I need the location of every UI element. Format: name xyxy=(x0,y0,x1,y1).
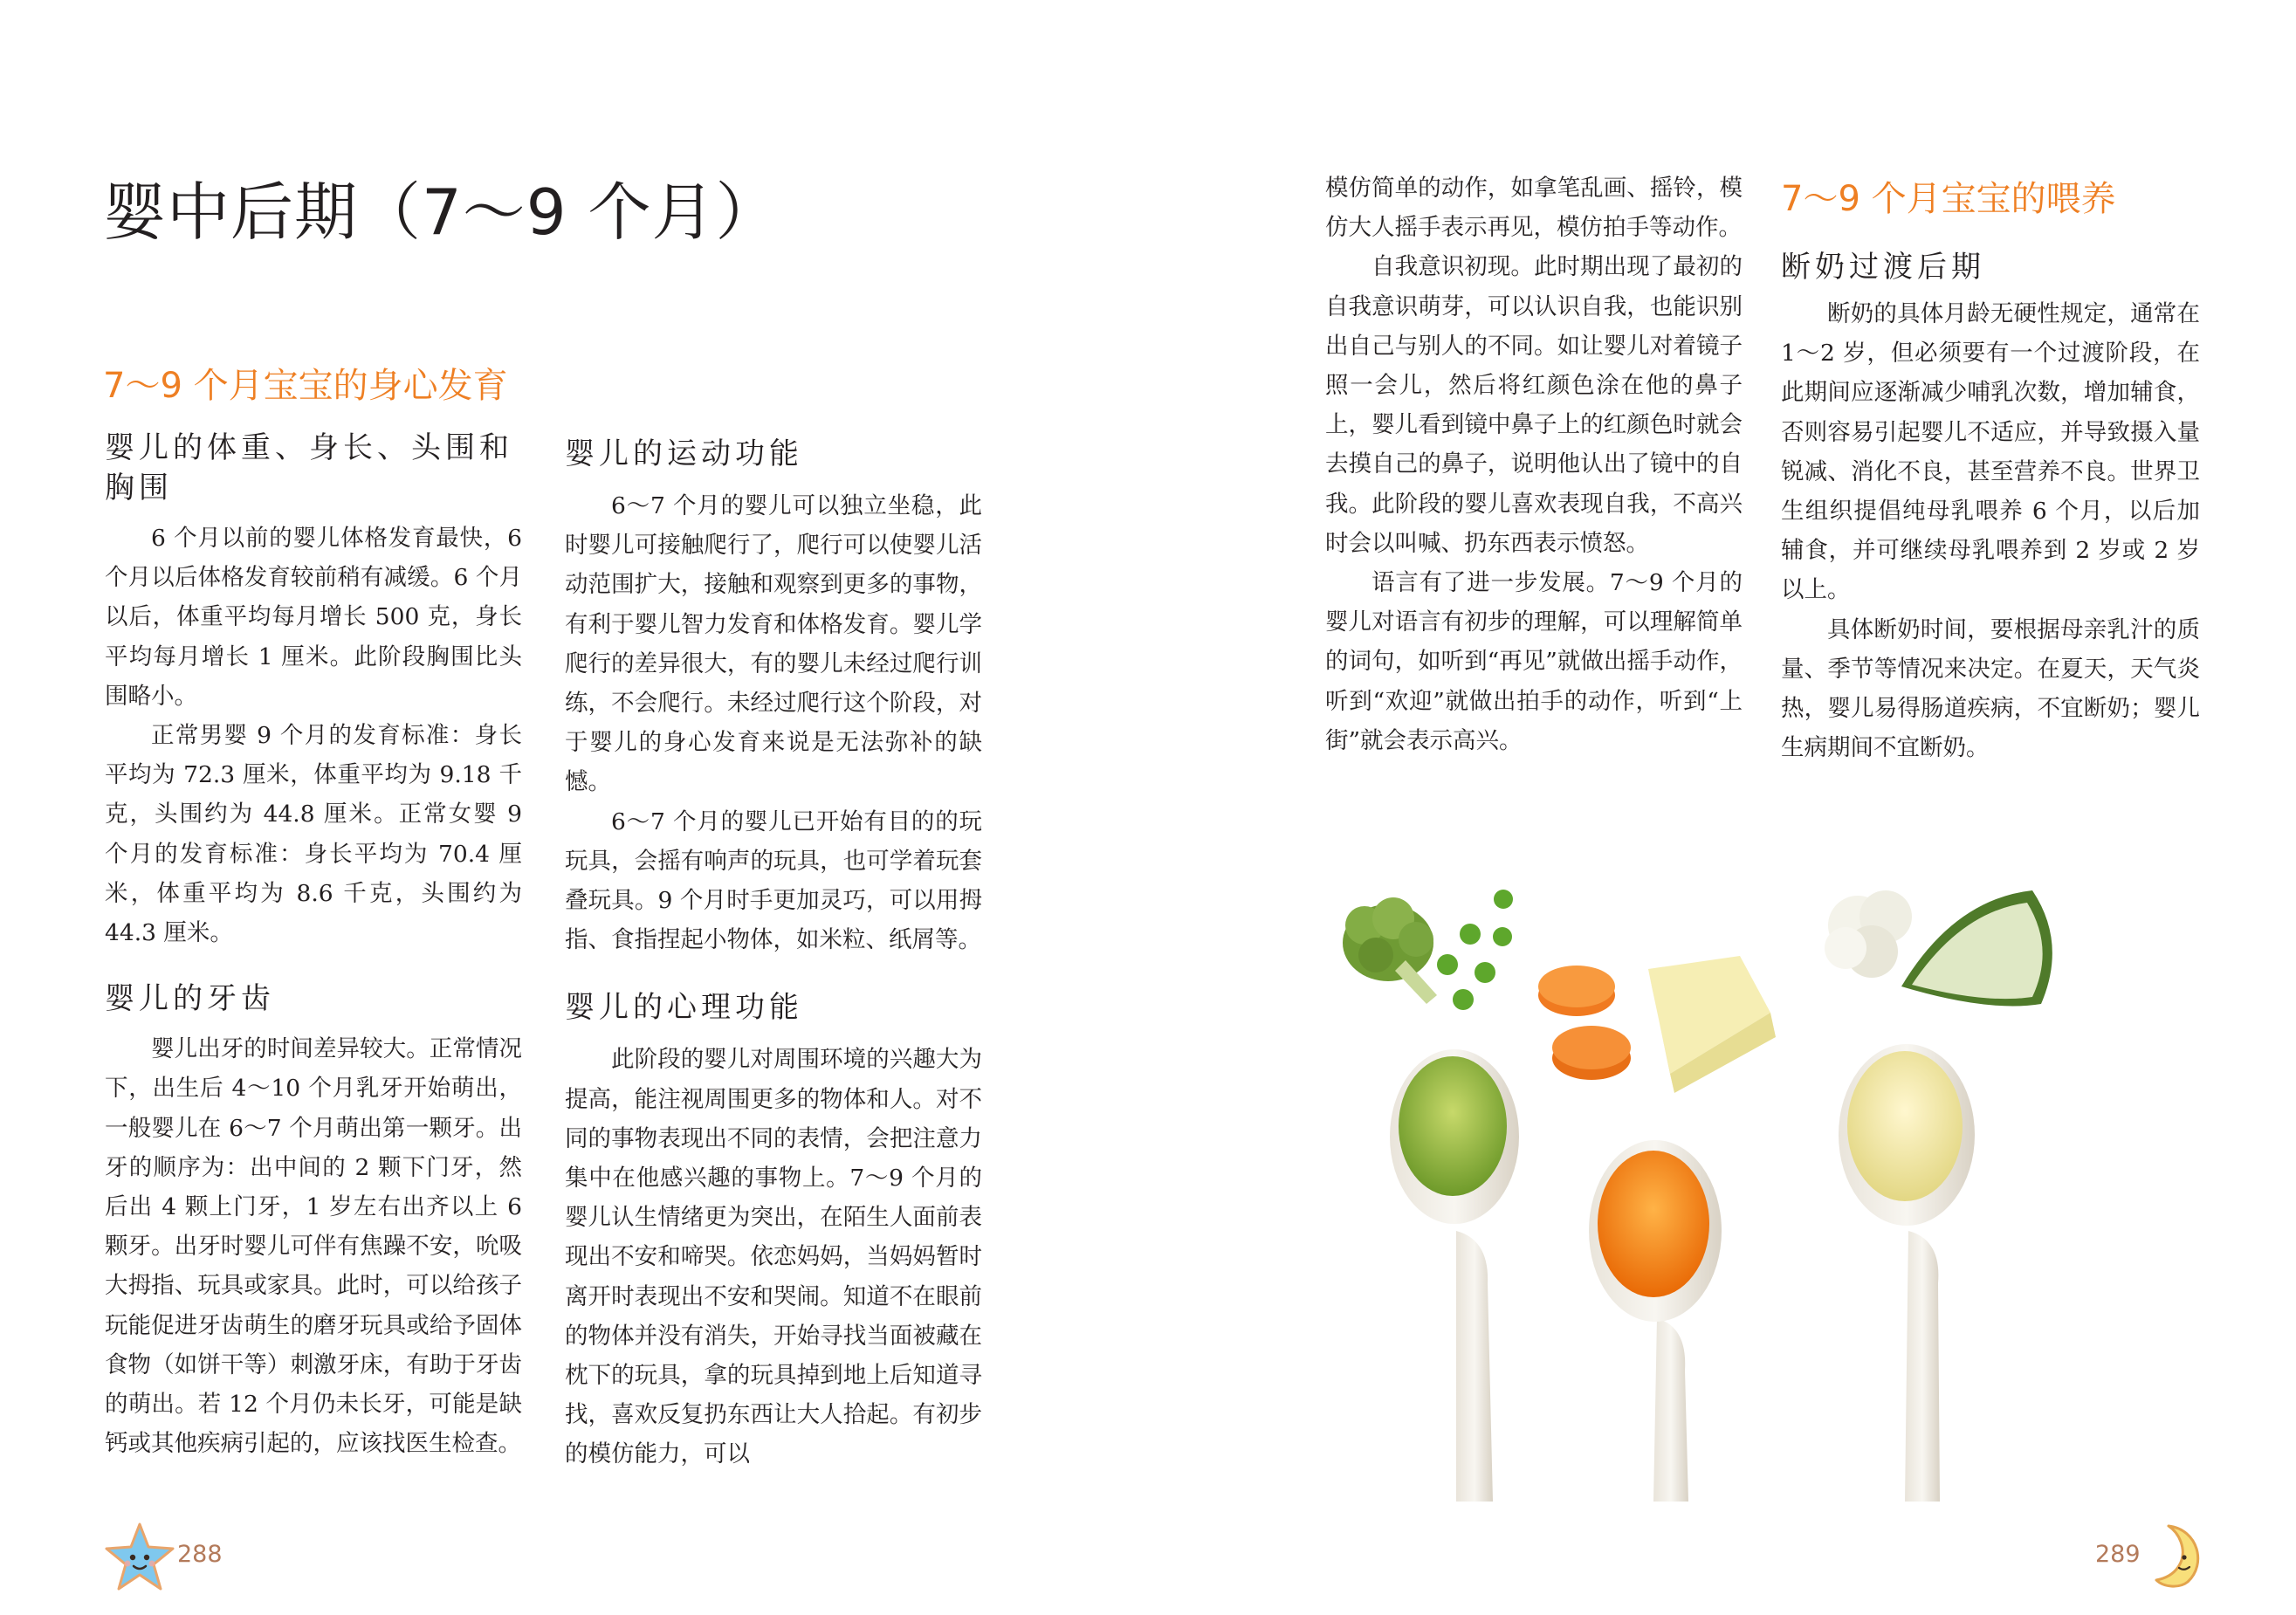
heading-motor: 婴儿的运动功能 xyxy=(565,436,803,471)
page-number-left: 288 xyxy=(177,1541,223,1568)
left-column-1 xyxy=(105,428,522,1463)
heading-teeth: 婴儿的牙齿 xyxy=(105,981,275,1017)
paragraph-motor-2: 6～7 个月的婴儿已开始有目的的玩玩具，会摇有响声的玩具，也可学着玩套叠玩具。9 个月时手更加灵巧，可以用拇指、食指捏起小物体，如米粒、纸屑等。 xyxy=(565,808,982,954)
section-title-feeding: 7～9 个月宝宝的喂养 xyxy=(1781,179,2116,219)
paragraph-continued: 模仿简单的动作，如拿笔乱画、摇铃，模仿大人摇手表示再见，模仿拍手等动作。 xyxy=(1325,175,1743,242)
paragraph-language: 语言有了进一步发展。7～9 个月的婴儿对语言有初步的理解，可以理解简单的词句，如听到“再见”就做出摇手动作，听到“欢迎”就做出拍手的动作，听到“上街”就会表示高兴。 xyxy=(1325,569,1743,754)
left-column-2 xyxy=(565,434,982,1474)
paragraph-weaning-1: 断奶的具体月龄无硬性规定，通常在 1～2 岁，但必须要有一个过渡阶段，在此期间应逐渐减少哺乳次数，增加辅食，否则容易引起婴儿不适应，并导致摄入量锐减、消化不良，甚至营养不良。世界卫生组织提倡纯母乳喂养 6 个月，以后加辅食，并可继续母乳喂养到 2 岁或 2 岁以上。 xyxy=(1781,300,2200,604)
paragraph-weaning-2: 具体断奶时间，要根据母亲乳汁的质量、季节等情况来决定。在夏天，天气炎热，婴儿易得肠道疾病，不宜断奶；婴儿生病期间不宜断奶。 xyxy=(1781,615,2200,762)
star-face-icon xyxy=(103,1521,176,1594)
page-number-right: 289 xyxy=(2095,1541,2141,1568)
zucchini-icon xyxy=(1901,890,2052,1007)
paragraph-growth-1: 6 个月以前的婴儿体格发育最快，6 个月以后体格发育较前稍有减缓。6 个月以后，体重平均每月增长 500 克，身长平均每月增长 1 厘米。此阶段胸围比头围略小。 xyxy=(105,525,522,710)
moon-icon xyxy=(2149,1519,2210,1592)
baby-food-photo xyxy=(1325,864,2226,1502)
right-column-2 xyxy=(1781,171,2200,767)
peas-icon xyxy=(1437,890,1513,1010)
page-title: 婴中后期（7～9 个月） xyxy=(103,175,780,249)
heading-growth: 婴儿的体重、身长、头围和胸围 xyxy=(105,430,513,505)
squash-icon xyxy=(1648,956,1776,1093)
spoon-orange xyxy=(1589,1140,1722,1502)
section-title-development: 7～9 个月宝宝的身心发育 xyxy=(103,366,508,406)
heading-psych: 婴儿的心理功能 xyxy=(565,990,803,1026)
paragraph-self-awareness: 自我意识初现。此时期出现了最初的自我意识萌芽，可以认识自我，也能识别出自己与别人的不同。如让婴儿对着镜子照一会儿，然后将红颜色涂在他的鼻子上，婴儿看到镜中鼻子上的红颜色时就会去摸自己的鼻子，说明他认出了镜中的自我。此阶段的婴儿喜欢表现自我，不高兴时会以叫喊、扔东西表示愤怒。 xyxy=(1325,253,1743,557)
paragraph-psych: 此阶段的婴儿对周围环境的兴趣大为提高，能注视周围更多的物体和人。对不同的事物表现出不同的表情，会把注意力集中在他感兴趣的事物上。7～9 个月的婴儿认生情绪更为突出，在陌生人面前表现出不安和啼哭。依恋妈妈，当妈妈暂时离开时表现出不安和哭闹。知道不在眼前的物体并没有消失，开始寻找当面被藏在枕下的玩具，拿的玩具掉到地上后知道寻找，喜欢反复扔东西让大人拾起。有初步的模仿能力，可以 xyxy=(565,1046,982,1468)
spoon-yellow xyxy=(1839,1044,1975,1502)
right-column-1 xyxy=(1325,168,1743,760)
broccoli-icon xyxy=(1343,897,1437,1004)
paragraph-growth-2: 正常男婴 9 个月的发育标准：身长平均为 72.3 厘米，体重平均为 9.18 千克，头围约为 44.8 厘米。正常女婴 9 个月的发育标准：身长平均为 70.4 厘米，体重平均为 8.6 千克，头围约为 44.3 厘米。 xyxy=(105,722,522,947)
cauliflower-icon xyxy=(1825,890,1912,978)
paragraph-motor-1: 6～7 个月的婴儿可以独立坐稳，此时婴儿可接触爬行了，爬行可以使婴儿活动范围扩大，接触和观察到更多的事物，有利于婴儿智力发育和体格发育。婴儿学爬行的差异很大，有的婴儿未经过爬行训练，不会爬行。未经过爬行这个阶段，对于婴儿的身心发育来说是无法弥补的缺憾。 xyxy=(565,492,982,796)
heading-weaning: 断奶过渡后期 xyxy=(1781,250,1985,285)
spoon-green xyxy=(1390,1049,1519,1502)
carrot-icon xyxy=(1538,966,1631,1080)
paragraph-teeth: 婴儿出牙的时间差异较大。正常情况下，出生后 4～10 个月乳牙开始萌出，一般婴儿在 6～7 个月萌出第一颗牙。出牙的顺序为：出中间的 2 颗下门牙，然后出 4 颗上门牙，1 岁左右出齐以上 6 颗牙。出牙时婴儿可伴有焦躁不安，吮吸大拇指、玩具或家具。此时，可以给孩子玩能促进牙齿萌生的磨牙玩具或给予固体食物（如饼干等）刺激牙床，有助于牙齿的萌出。若 12 个月仍未长牙，可能是缺钙或其他疾病引起的，应该找医生检查。 xyxy=(105,1035,522,1458)
